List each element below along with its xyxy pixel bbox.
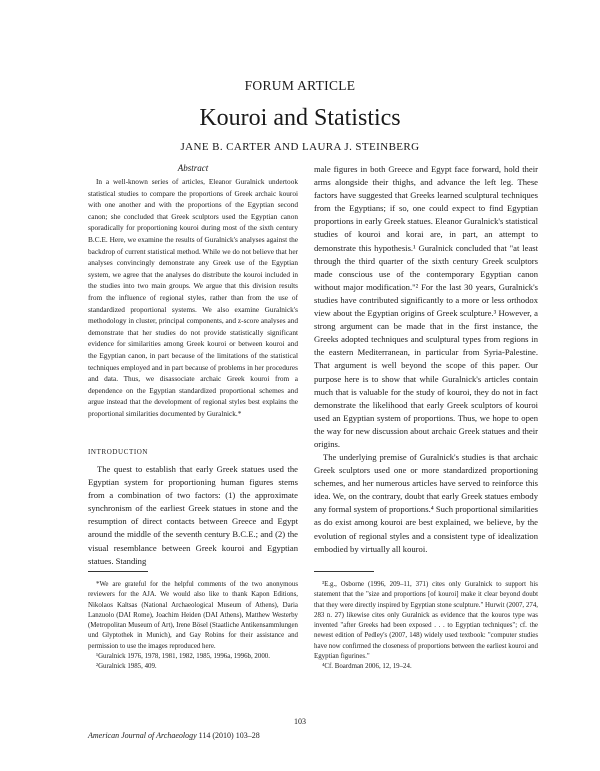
article-title: Kouroi and Statistics [199,105,401,131]
footnote-rule-right [314,571,374,572]
introduction-paragraph: The quest to establish that early Greek statues used the Egyptian system for proportioning human figures stems from a combination of two factors: (1) the approximate synchronism of the earliest Greek statues in stone and the resumption of direct contacts between Greece and Egypt around the middle of the seventh century B.C.E.; and (2) the visual resemblance between Greek kouroi and Egyptian statues. Standing [88,464,298,566]
abstract-text: In a well-known series of articles, Eleanor Guralnick undertook statistical studies to compare the proportions of Greek archaic kouroi with one another and with the proportions of the Egyptian second canon; she concluded that Greek sculptors used the Egyptian canon sporadically for proportioning kouroi during most of the sixth century B.C.E. Here, we examine the results of Guralnick's analyses against the backdrop of current statistical method. While we do not believe that her analyses convincingly demonstrate any Greek use of the Egyptian system, we agree that the analyses do distribute the kouroi included in the studies into two main groups. We argue that this division results from the influence of regional styles, rather than from the use of standardized proportional systems. We also examine Guralnick's methodology in cluster, principal components, and z-score analyses and demonstrate that her studies do not provide statistically significant evidence for similarities among Greek kouroi or between kouroi and the Egyptian canon, in part because of the limitations of the statistical techniques employed and in part because of problems in her procedures and data. Thus, we disassociate archaic Greek kouroi from a dependence on the Egyptian standardized proportional schemes and argue instead that the development of regional styles best explains the proportional similarities documented by Guralnick.* [88,177,298,418]
introduction-heading: INTRODUCTION [88,448,149,456]
forum-article-kicker: FORUM ARTICLE [244,78,356,93]
footnotes-right [314,580,538,673]
article-authors: JANE B. CARTER AND LAURA J. STEINBERG [180,141,420,153]
abstract-heading: Abstract [177,163,209,173]
journal-name: American Journal of Archaeology [88,731,197,740]
right-column-paragraph-1: male figures in both Greece and Egypt face forward, hold their arms alongside their thighs, and advance the left leg. These factors have suggested that Greeks learned sculptural techniques from the Egyptians; if so, one could expect to find Egyptian proportions in early Greek statues. Eleanor Guralnick's statistical studies of kouroi and korai are, in part, an attempt to demonstrate this hypothesis.¹ Guralnick concluded that "at least through the third quarter of the sixth century Greek sculptors made conscious use of the contemporary Egyptian canon without major modification."² For the last 30 years, Guralnick's studies have contributed significantly to a more or less orthodox view about the Egyptian origins of Greek sculpture.³ However, a strong argument can be made that in the first instance, the Greeks adopted techniques and sculptural types from regions in the eastern Mediterranean, in particular from Syria-Palestine. That argument is well beyond the scope of this paper. Our purpose here is to show that while Guralnick's articles contain much that is valuable for the study of kouroi, they do not in fact demonstrate the likelihood that early Greek sculptors of kouroi used an Egyptian system of proportions. Thus, we hope to open the way for new discussion about archaic Greek statues and their origins. [314,164,538,449]
page-number: 103 [294,717,306,726]
footnote-3: ³E.g., Osborne (1996, 209–11, 371) cites only Guralnick to support his statement that the "size and proportions [of kouroi] make it clear beyond doubt that they were directly inspired by Egyptian stone sculpture." Hurwit (2007, 274, 283 n. 27) likewise cites only Guralnick as evidence that the kouros type was invented "after Greeks had been exposed . . . to Egyptian techniques"; cf. the newest edition of Pedley's (2007, 148) widely used textbook: "computer studies have now confirmed the closeness of proportions between the earliest kouroi and Egyptian figurines." [314,581,538,661]
right-column-paragraph-2: The underlying premise of Guralnick's studies is that archaic Greek sculptors used one or more standardized proportioning schemes, and her numerous articles have served to reinforce this idea. We, on the contrary, doubt that early Greek statues embody any formal system of proportions.⁴ Such proportional similarities as do exist among kouroi are best explained, we believe, by the evolution of regional styles and a consistent type of idealization embodied by virtually all kouroi. [314,452,539,554]
journal-citation [88,731,388,740]
footnote-acknowledgments: *We are grateful for the helpful comments of the two anonymous reviewers for the AJA. We would also like to thank Kapon Editions, Nikolaos Kaltsas (National Archaeological Museum of Athens), Daria Lanzuolo (DAI Rome), Joachim Heiden (DAI Athens), Matthew Westerby (Metropolitan Museum of Art), Irene Bösel (Staatliche Antikensammlungen und Glyptothek in Munich), and Gay Robins for their assistance and permission to use the images reproduced here. [88,581,298,650]
journal-volume-pages: 114 (2010) 103–28 [198,731,260,740]
footnotes-left [88,580,298,673]
footnote-4: ⁴Cf. Boardman 2006, 12, 19–24. [322,663,412,671]
footnote-2: ²Guralnick 1985, 409. [96,663,157,671]
footnote-rule-left [88,571,148,572]
footnote-1: ¹Guralnick 1976, 1978, 1981, 1982, 1985, 1996a, 1996b, 2000. [96,653,270,661]
